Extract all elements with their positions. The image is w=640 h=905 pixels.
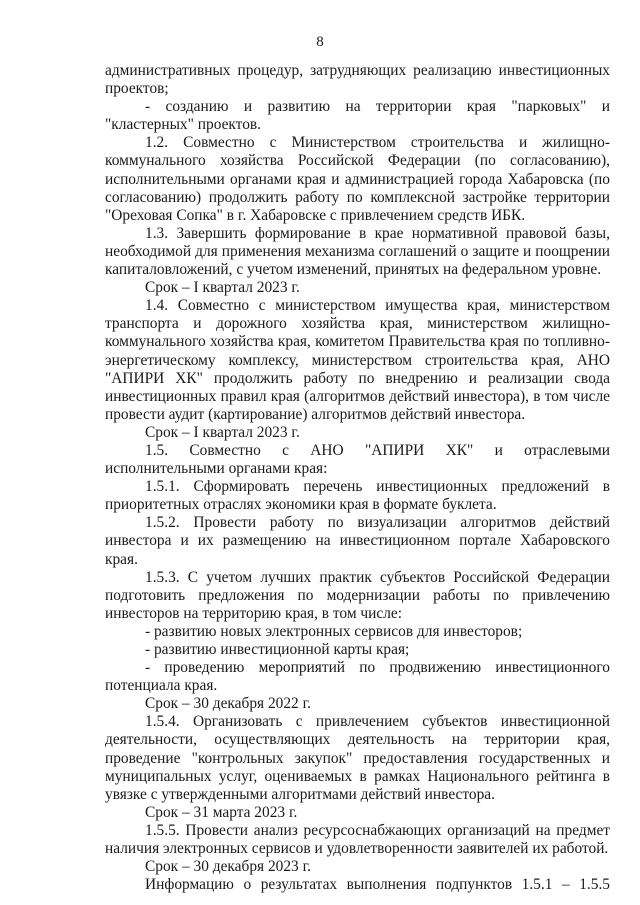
paragraph: 1.5. Совместно с АНО "АПИРИ ХК" и отраслевыми исполнительными органами края: xyxy=(105,441,610,478)
paragraph: 1.5.2. Провести работу по визуализации алгоритмов действий инвестора и их размещению на инвестиционном портале Хабаровского края. xyxy=(105,514,610,568)
paragraph: 1.4. Совместно с министерством имущества края, министерством транспорта и дорожного хозяйства края, министерством жилищно-коммунального хозяйства края, комитетом Правительства края по топливно-энергетическому комплексу, министерством строительства края, АНО "АПИРИ ХК" продолжить работу по внедрению и реализации свода инвестиционных правил края (алгоритмов действий инвестора), в том числе провести аудит (картирование) алгоритмов действий инвестора. xyxy=(105,297,610,423)
paragraph: 1.5.5. Провести анализ ресурсоснабжающих организаций на предмет наличия электронных сервисов и удовлетворенности заявителей их работой. xyxy=(105,821,610,858)
paragraph: административных процедур, затрудняющих реализацию инвестиционных проектов; xyxy=(105,62,610,98)
paragraph: 1.3. Завершить формирование в крае нормативной правовой базы, необходимой для применения механизма соглашений о защите и поощрении капиталовложений, с учетом изменений, принятых на федеральном уровне. xyxy=(105,224,610,279)
list-item: - развитию новых электронных сервисов для инвесторов; xyxy=(145,622,523,640)
deadline-line: Срок – 31 марта 2023 г. xyxy=(145,803,298,821)
paragraph: 1.2. Совместно с Министерством строительства и жилищно-коммунального хозяйства Российской Федерации (по согласованию), исполнительными органами края и администрацией города Хабаровска (по согласованию) продолжить работу по комплексной застройке территории "Ореховая Сопка" в г. Хабаровске с привлечением средств ИБК. xyxy=(105,134,610,224)
document-body xyxy=(105,62,610,894)
deadline-line: Срок – I квартал 2023 г. xyxy=(145,279,300,297)
deadline-line: Срок – 30 декабря 2023 г. xyxy=(145,858,312,876)
paragraph: 1.5.3. С учетом лучших практик субъектов Российской Федерации подготовить предложения по модернизации работы по привлечению инвесторов на территорию края, в том числе: xyxy=(105,568,610,622)
list-item: - развитию инвестиционной карты края; xyxy=(145,641,410,658)
paragraph: 1.5.4. Организовать с привлечением субъектов инвестиционной деятельности, осуществляющих деятельность на территории края, проведение "контрольных закупок" предоставления государственных и муниципальных услуг, оцениваемых в рамках Национального рейтинга в увязке с утвержденными алгоритмами действий инвестора. xyxy=(105,713,610,803)
paragraph: Информацию о результатах выполнения подпунктов 1.5.1 – 1.5.5 xyxy=(145,876,610,894)
paragraph: 1.5.1. Сформировать перечень инвестиционных предложений в приоритетных отраслях экономики края в формате буклета. xyxy=(105,478,610,514)
deadline-line: Срок – I квартал 2023 г. xyxy=(145,423,300,441)
deadline-line: Срок – 30 декабря 2022 г. xyxy=(145,695,312,713)
paragraph: - созданию и развитию на территории края "парковых" и "кластерных" проектов. xyxy=(105,98,610,134)
page-number: 8 xyxy=(316,34,324,50)
list-item: - проведению мероприятий по продвижению инвестиционного потенциала края. xyxy=(105,659,610,695)
